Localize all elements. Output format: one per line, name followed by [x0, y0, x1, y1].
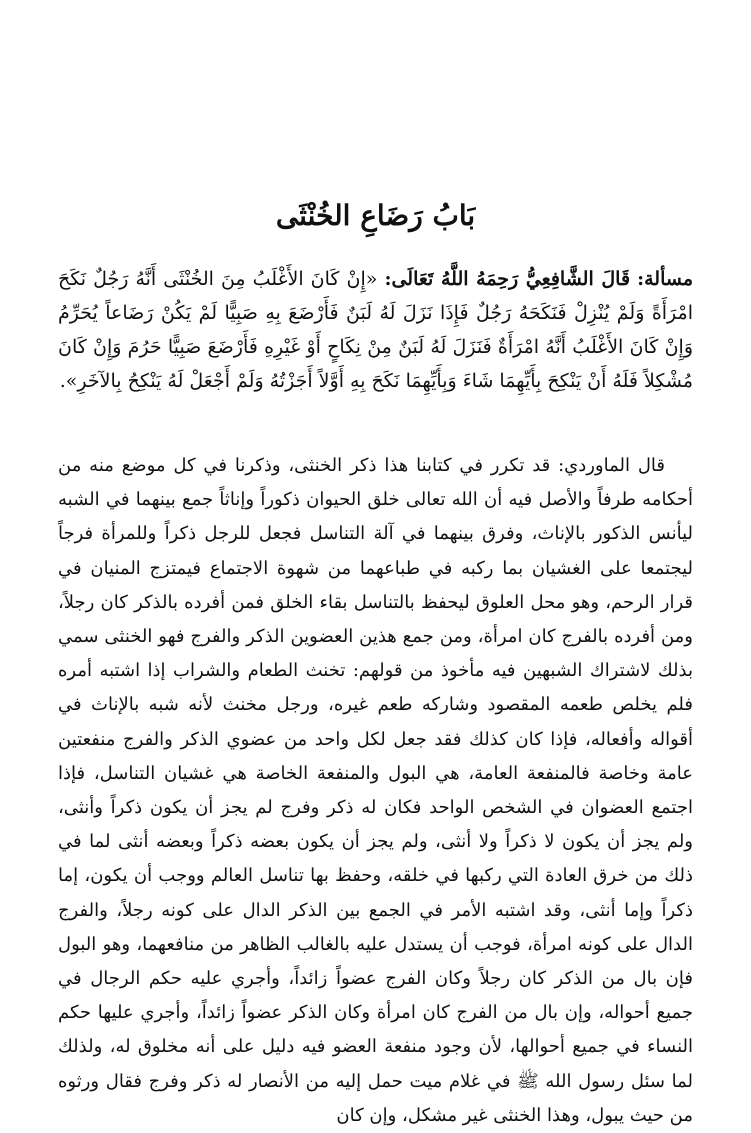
commentary-paragraph: قال الماوردي: قد تكرر في كتابنا هذا ذكر الخنثى، وذكرنا في كل موضع منه من أحكامه طرفاً والأصل فيه أن الله تعالى خلق الحيوان ذكوراً وإناثاً جمع بينهما في الشبه ليأنس الذكور بالإناث، وفرق بينهما في آلة التناسل فجعل للرجل ذكراً وللمرأة فرجاً ليجتمعا على الغشيان بما ركبه في طباعهما من شهوة الاجتماع فيمتزج المنيان في قرار الرحم، وهو محل العلوق ليحفظ بالتناسل بقاء الخلق فمن أفرده بالذكر كان رجلاً، ومن أفرده بالفرج كان امرأة، ومن جمع هذين العضوين الذكر والفرج فهو الخنثى سمي بذلك لاشتراك الشبهين فيه مأخوذ من قولهم: تخنث الطعام والشراب إذا اشتبه أمره فلم يخلص طعمه المقصود وشاركه طعم غيره، ورجل مخنث لأنه شبه بالإناث في أقواله وأفعاله، فإذا كان كذلك فقد جعل لكل واحد من عضوي الذكر والفرج منفعتين عامة وخاصة فالمنفعة العامة، هي البول والمنفعة الخاصة هي غشيان التناسل، فإذا اجتمع العضوان في الشخص الواحد فكان له ذكر وفرج لم يجز أن يكون ذكراً وأنثى، ولم يجز أن يكون لا ذكراً ولا أنثى، ولم يجز أن يكون بعضه ذكراً وبعضه أنثى لما في ذلك من خرق العادة التي ركبها في خلقه، وحفظ بها تناسل العالم ووجب أن يكون، إما ذكراً وإما أنثى، وقد اشتبه الأمر في الجمع بين الذكر الدال على كونه رجلاً، والفرج الدال على كونه امرأة، فوجب أن يستدل عليه بالغالب الظاهر من منافعهما، وهو البول فإن بال من الذكر كان رجلاً وكان الفرج عضواً زائداً، وأجري عليه حكم الرجال في جميع أحواله، وإن بال من الفرج كان امرأة وكان الذكر عضواً زائداً، وأجري عليها حكم النساء في جميع أحوالها، لأن وجود منفعة العضو فيه دليل على أنه مخلوق له، ولذلك لما سئل رسول الله ﷺ في غلام ميت حمل إليه من الأنصار له ذكر وفرج فقال ورثوه من حيث يبول، وهذا الخنثى غير مشكل، وإن كان	[58, 455, 693, 1126]
chapter-title: بَابُ رَضَاعِ الخُنْثَى	[275, 199, 476, 232]
masala-speaker: قَالَ الشَّافِعِيُّ رَحِمَهُ اللَّهُ تَعَالَى:	[384, 268, 631, 290]
masala-text: «إِنْ كَانَ الأَغْلَبُ مِنَ الخُنْثَى أَنَّهُ رَجُلٌ نَكَحَ امْرَأَةً وَلَمْ يُنْزِلْ فَنَكَحَهُ رَجُلٌ فَإِذَا نَزَلَ لَهُ لَبَنٌ فَأَرْضَعَ بِهِ صَبِيًّا لَمْ يَكُنْ رَضَاعاً يُحَرِّمُ وَإِنْ كَانَ الأَغْلَبُ أَنَّهُ امْرَأَةٌ فَنَزَلَ لَهُ لَبَنٌ مِنْ نِكَاحٍ أَوْ غَيْرِهِ فَأَرْضَعَ صَبِيًّا حَرُمَ وَإِنْ كَانَ مُشْكِلاً فَلَهُ أَنْ يَنْكِحَ بِأَيِّهِمَا شَاءَ وَبِأَيِّهِمَا نَكَحَ بِهِ أَوَّلاً أَجَزْتُهُ وَلَمْ أَجْعَلْ لَهُ يَنْكِحُ بِالآخَرِ».	[58, 268, 693, 392]
masala-label: مسألة:	[637, 268, 694, 290]
masala-paragraph	[58, 262, 693, 398]
